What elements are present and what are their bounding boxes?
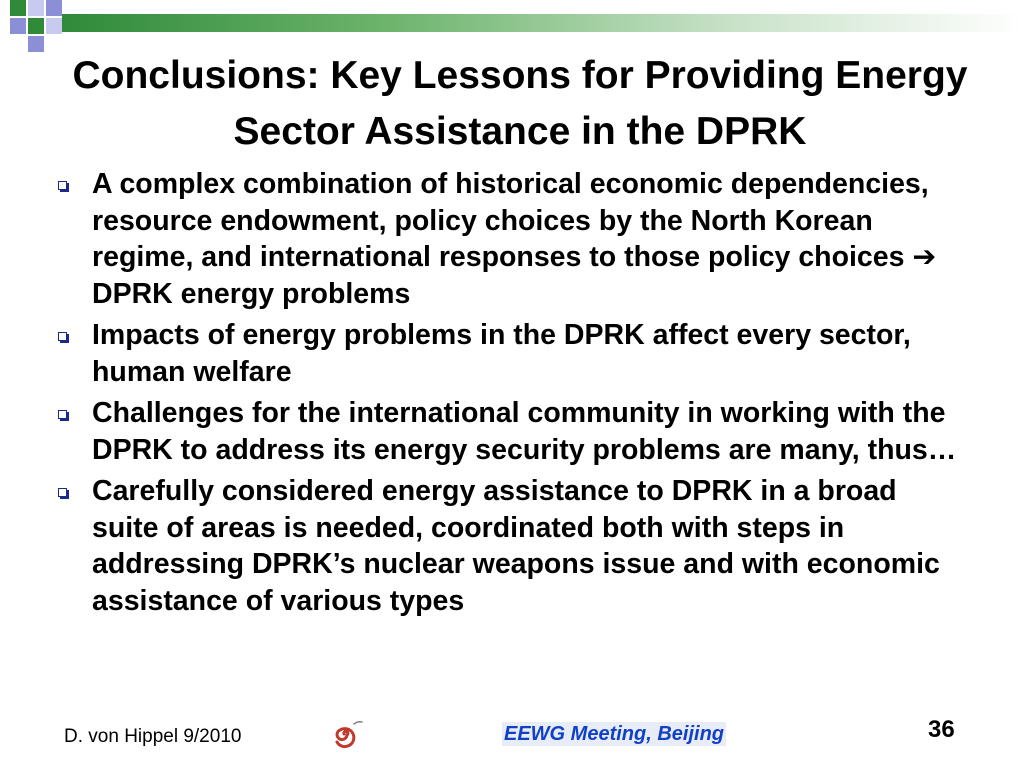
bullet-item [50, 317, 970, 390]
page-number: 36 [928, 716, 955, 743]
spiral-logo-icon [324, 718, 364, 750]
hollow-square-bullet-icon [58, 332, 67, 341]
bullet-text: Carefully considered energy assistance to DPRK in a broad suite of areas is needed, coordinated both with steps in addressing DPRK’s nuclear weapons issue and with economic assistance of various types [92, 475, 940, 617]
bullet-list [50, 166, 970, 624]
bullet-item [50, 395, 970, 468]
decor-square [28, 0, 44, 16]
decor-square [46, 0, 62, 16]
header-gradient-bar [62, 14, 1024, 32]
slide-title: Conclusions: Key Lessons for Providing Energy Sector Assistance in the DPRK [72, 54, 968, 153]
bullet-item [50, 166, 970, 312]
bullet-text: Impacts of energy problems in the DPRK affect every sector, human welfare [92, 319, 911, 388]
hollow-square-bullet-icon [58, 181, 67, 190]
decor-square [46, 18, 62, 34]
hollow-square-bullet-icon [58, 410, 67, 419]
bullet-text: Challenges for the international community in working with the DPRK to address its energy security problems are many, thus… [92, 397, 957, 466]
hollow-square-bullet-icon [58, 488, 67, 497]
decor-square [10, 0, 26, 16]
footer-meeting-title: EEWG Meeting, Beijing [504, 723, 725, 745]
bullet-item [50, 473, 970, 619]
footer-author: D. von Hippel 9/2010 [64, 726, 242, 747]
decor-square [10, 18, 26, 34]
decor-square [28, 18, 44, 34]
bullet-text: A complex combination of historical economic dependencies, resource endowment, policy choices by the North Korean regime, and international responses to those policy choices ➔ DPRK energy problems [92, 168, 937, 310]
